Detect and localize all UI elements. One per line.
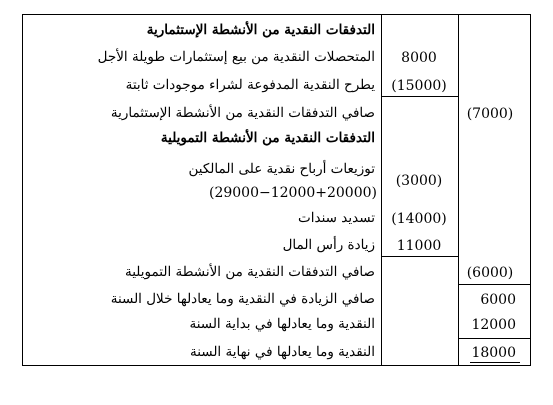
opening-balance-value: 12000 (471, 317, 516, 333)
financing-dividends-label: توزيعات أرباح نقدية على المالكين (188, 161, 375, 177)
financing-capital-label: زيادة رأس المال (282, 237, 375, 253)
financing-bonds-value: (14000) (391, 211, 447, 227)
financing-net-value: (6000) (466, 265, 514, 281)
closing-balance-label: النقدية وما يعادلها في نهاية السنة (189, 344, 375, 360)
closing-balance-rule-top (458, 338, 531, 339)
financing-heading: التدفقات النقدية من الأنشطة التمويلية (160, 130, 375, 146)
investing-purchase-value: (15000) (391, 78, 447, 94)
investing-purchase-label: يطرح النقدية المدفوعة لشراء موجودات ثابتة (125, 77, 375, 93)
investing-proceeds-value: 8000 (401, 50, 437, 66)
net-increase-label: صافي الزيادة في النقدية وما يعادلها خلال السنة (110, 291, 375, 307)
investing-net-label: صافي التدفقات النقدية من الأنشطة الإستثمارية (110, 105, 375, 121)
financing-net-label: صافي التدفقات النقدية من الأنشطة التمويلية (124, 264, 375, 280)
closing-balance-rule-bottom (470, 362, 520, 363)
opening-balance-label: النقدية وما يعادلها في بداية السنة (189, 316, 375, 332)
net-increase-value: 6000 (480, 292, 516, 308)
column-divider-left (458, 14, 459, 366)
net-change-rule (458, 284, 531, 285)
financing-capital-value: 11000 (396, 238, 442, 254)
investing-heading: التدفقات النقدية من الأنشطة الإستثمارية (146, 22, 375, 38)
subtotal-underline-financing (381, 256, 458, 257)
investing-net-value: (7000) (466, 106, 514, 122)
financing-bonds-label: تسديد سندات (298, 210, 375, 226)
financing-dividends-formula: (29000−12000+20000) (209, 185, 377, 201)
financing-dividends-value: (3000) (395, 173, 443, 189)
subtotal-underline-investing (381, 96, 458, 97)
investing-proceeds-label: المتحصلات النقدية من بيع إستثمارات طويلة الأجل (97, 49, 375, 65)
closing-balance-value: 18000 (471, 345, 516, 361)
